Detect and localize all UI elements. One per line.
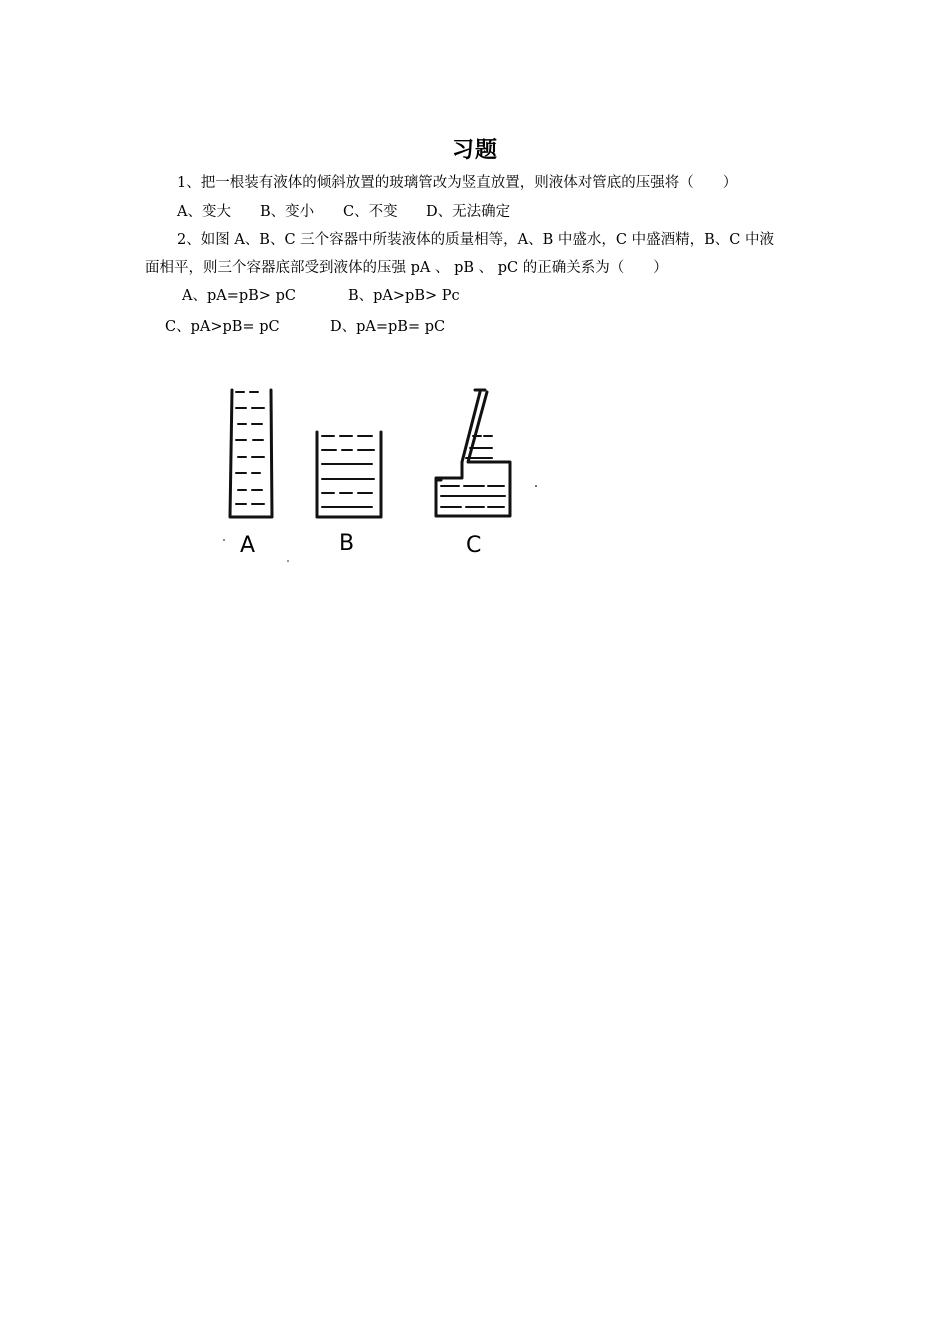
container-b-liquid-lines bbox=[322, 436, 374, 507]
question-2-option-c: C、pA>pB= pC bbox=[165, 319, 280, 335]
label-b: B bbox=[339, 531, 355, 556]
containers-drawing bbox=[218, 380, 548, 570]
question-2-stem-line-1: 2、如图 A、B、C 三个容器中所装液体的质量相等，A、B 中盛水，C 中盛酒精，B、C 中液 bbox=[177, 232, 774, 248]
question-2-option-b: B、pA>pB> Pc bbox=[348, 288, 460, 304]
container-a-outline bbox=[230, 390, 272, 517]
question-1-option-d: D、无法确定 bbox=[426, 204, 511, 220]
label-a: A bbox=[240, 533, 256, 558]
question-1-option-b: B、变小 bbox=[260, 204, 315, 220]
question-1-option-a: A、变大 bbox=[177, 204, 231, 220]
container-a-liquid-lines bbox=[236, 392, 264, 504]
container-b-outline bbox=[317, 432, 381, 517]
container-c-outline bbox=[436, 390, 510, 516]
page-title: 习题 bbox=[451, 138, 498, 163]
question-1-option-c: C、不变 bbox=[343, 204, 398, 220]
question-2-option-a: A、pA=pB> pC bbox=[182, 288, 296, 304]
containers-figure bbox=[218, 380, 548, 570]
question-2-stem-line-2: 面相平，则三个容器底部受到液体的压强 pA 、 pB 、 pC 的正确关系为（ ） bbox=[145, 260, 668, 276]
question-2-option-d: D、pA=pB= pC bbox=[330, 319, 446, 335]
label-c: C bbox=[466, 533, 482, 558]
question-1-stem: 1、把一根装有液体的倾斜放置的玻璃管改为竖直放置，则液体对管底的压强将（ ） bbox=[177, 175, 738, 191]
